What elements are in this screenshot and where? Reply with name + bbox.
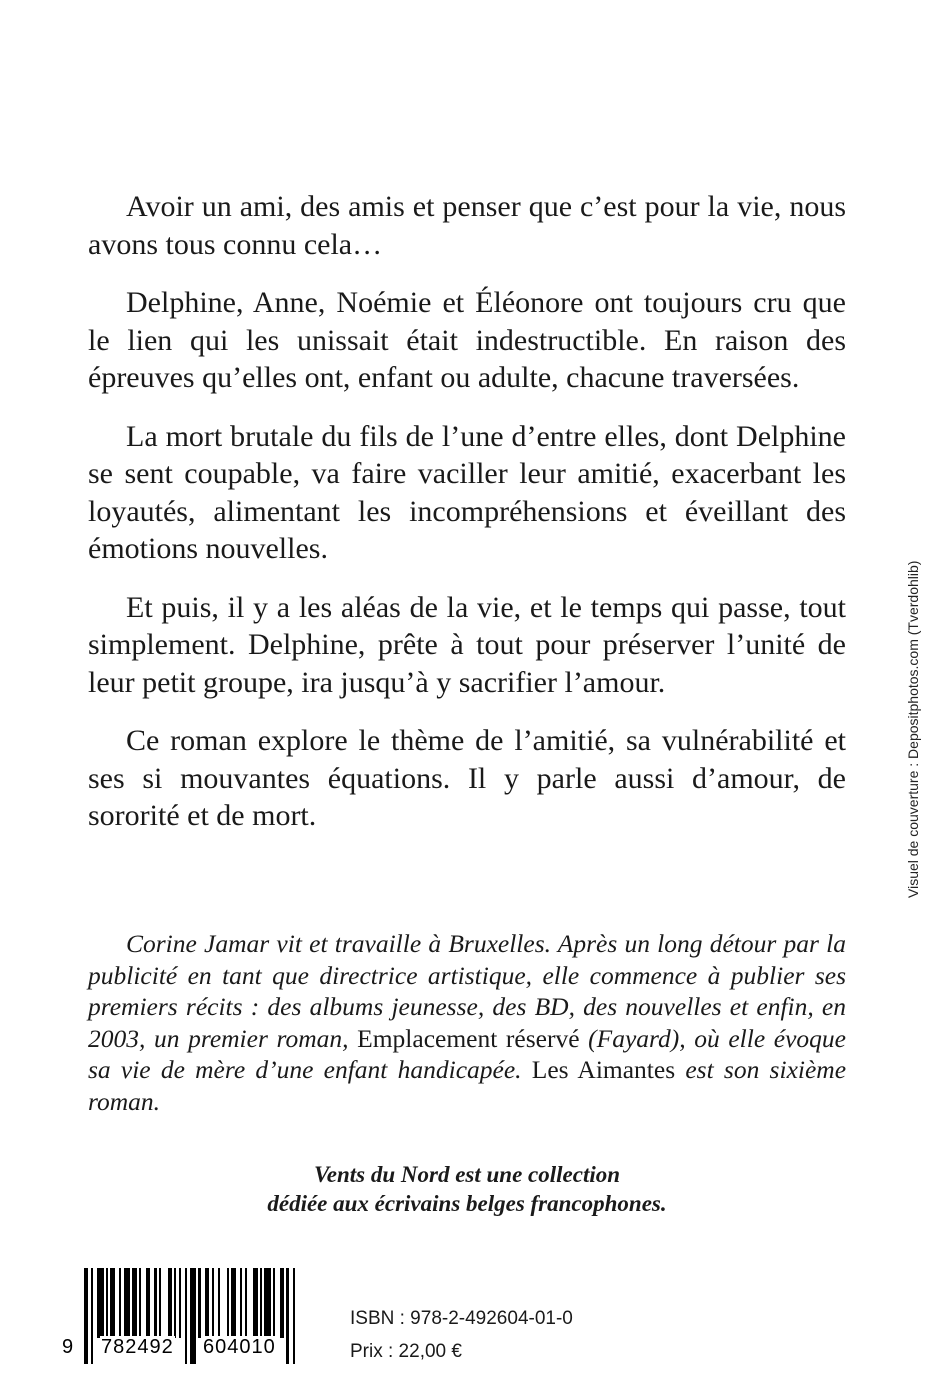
barcode-bar <box>253 1268 257 1338</box>
barcode-bar <box>97 1268 104 1338</box>
cover-credit: Visuel de couverture : Depositphotos.com (Tverdohlib) <box>905 560 921 898</box>
barcode-bar <box>293 1268 295 1364</box>
barcode-bar <box>91 1268 93 1364</box>
barcode-bar <box>264 1268 271 1338</box>
blurb-paragraph-5: Ce roman explore le thème de l’amitié, sa vulnérabilité et ses si mouvantes équations. Il y parle aussi d’amour, de sororité et de mort. <box>88 724 846 832</box>
barcode-bar <box>159 1268 161 1338</box>
barcode-bar <box>227 1268 229 1338</box>
barcode-bar <box>110 1268 114 1338</box>
barcode-bar <box>280 1268 284 1338</box>
barcode-bar <box>179 1268 181 1338</box>
barcode-bar <box>212 1268 214 1338</box>
barcode-bar <box>286 1268 288 1364</box>
back-cover-blurb <box>88 188 846 856</box>
barcode-bar <box>218 1268 220 1338</box>
collection-line-1: Vents du Nord est une collection <box>313 1162 621 1187</box>
isbn-number: ISBN : 978-2-492604-01-0 <box>350 1308 573 1329</box>
price: Prix : 22,00 € <box>350 1341 462 1362</box>
barcode-bar <box>205 1268 209 1338</box>
barcode-bar <box>119 1268 121 1338</box>
barcode-bar <box>84 1268 88 1364</box>
bio-text-1: Corine Jamar vit et travaille à Bruxelles. Après un long détour par la publicité en tant que directrice artistique, elle commence à publier ses premiers récits : des albums jeunesse, des BD, des nouvelles et enfin, en 2003, un premier roman, <box>88 929 846 1053</box>
barcode-bar <box>154 1268 156 1338</box>
bio-book-title-2: Les Aimantes <box>531 1055 676 1084</box>
bio-book-title-1: Emplacement réservé <box>357 1023 580 1053</box>
barcode-bar <box>245 1268 247 1338</box>
barcode-bar <box>174 1268 176 1338</box>
barcode-bar <box>124 1268 131 1338</box>
barcode-bar <box>146 1268 150 1338</box>
barcode-bar <box>260 1268 262 1338</box>
isbn-price-block <box>350 1302 573 1368</box>
blurb-paragraph-1: Avoir un ami, des amis et penser que c’est pour la vie, nous avons tous connu cela… <box>88 190 846 261</box>
isbn-barcode <box>62 1268 314 1368</box>
bio-text-3: est son sixième roman. <box>88 1055 847 1116</box>
barcode-bar <box>185 1268 187 1364</box>
blurb-paragraph-3: La mort brutale du fils de l’une d’entre elles, dont Delphine se sent coupable, va faire vaciller leur amitié, exacerbant les loyautés, alimentant les incompréhensions et éveillant des émotions nouvelles. <box>88 419 846 565</box>
barcode-bar <box>139 1268 141 1338</box>
barcode-left-digits: 782492 <box>101 1336 174 1358</box>
barcode-bar <box>240 1268 242 1338</box>
bio-text-2: (Fayard), où elle évoque sa vie de mère d’une enfant handicapée. <box>88 1023 846 1084</box>
barcode-bar <box>106 1268 108 1338</box>
barcode-bar <box>231 1268 235 1338</box>
barcode-right-digits: 604010 <box>203 1336 276 1358</box>
barcode-bar <box>198 1268 200 1338</box>
author-bio <box>88 928 846 1117</box>
collection-line-2: dédiée aux écrivains belges francophones. <box>267 1191 667 1216</box>
barcode-bar <box>190 1268 197 1364</box>
barcode-bar <box>168 1268 172 1338</box>
collection-note <box>88 1160 846 1218</box>
barcode-bar <box>273 1268 275 1338</box>
barcode-bar <box>132 1268 136 1338</box>
blurb-paragraph-4: Et puis, il y a les aléas de la vie, et le temps qui passe, tout simplement. Delphine, prête à tout pour préserver l’unité de leur petit groupe, ira jusqu’à y sacrifier l’amour. <box>88 590 846 699</box>
blurb-paragraph-2: Delphine, Anne, Noémie et Éléonore ont toujours cru que le lien qui les unissait était indestructible. En raison des épreuves qu’elles ont, enfant ou adulte, chacune traversées. <box>88 286 846 394</box>
barcode-first-digit: 9 <box>62 1336 75 1358</box>
